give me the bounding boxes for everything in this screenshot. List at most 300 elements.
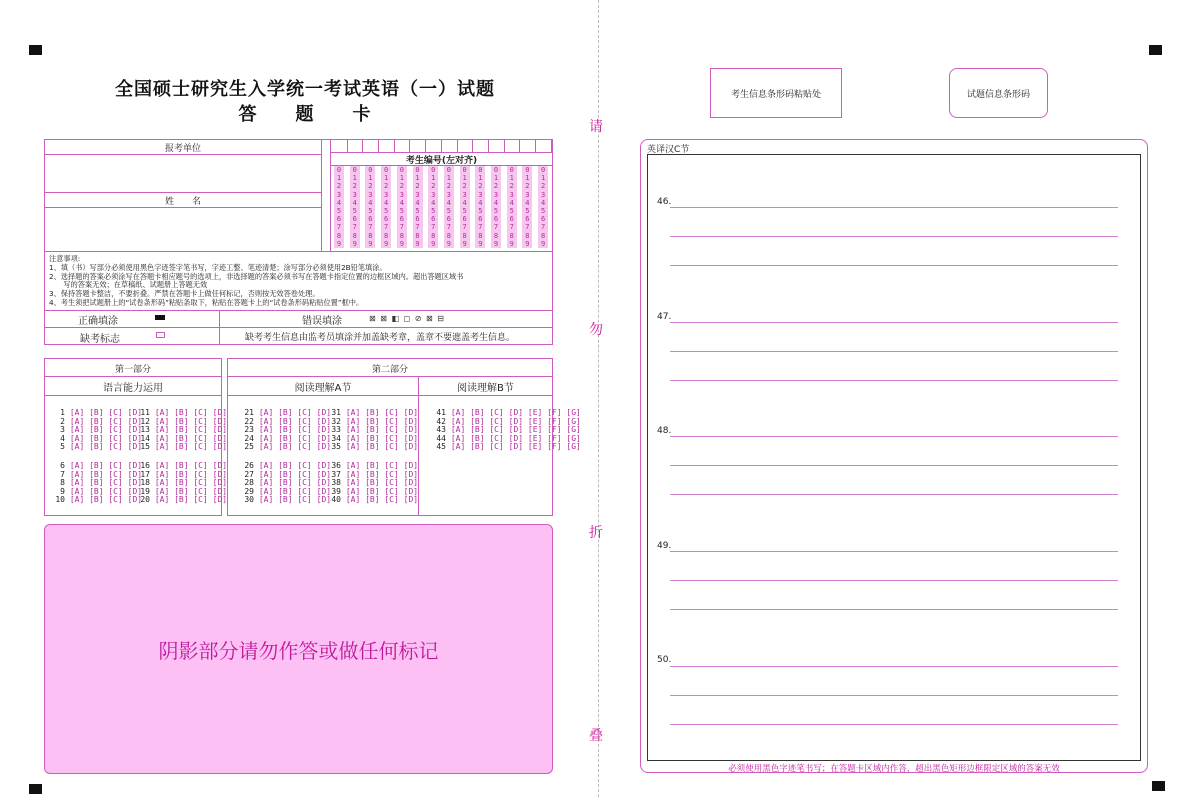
question-number: 26	[244, 461, 254, 470]
id-digit-bubble[interactable]: 1	[444, 174, 454, 182]
id-digit-bubble[interactable]: 0	[538, 166, 548, 174]
id-digit-write-box[interactable]	[379, 139, 395, 152]
notice-block	[49, 255, 549, 308]
id-digit-bubble[interactable]: 1	[397, 174, 407, 182]
id-digit-bubble[interactable]: 2	[350, 182, 360, 190]
id-digit-bubble[interactable]: 2	[334, 182, 344, 190]
answer-options[interactable]: [A] [B] [C] [D]	[154, 416, 228, 426]
id-digit-bubble[interactable]: 8	[444, 232, 454, 240]
id-digit-write-box[interactable]	[411, 139, 427, 152]
id-digit-bubble[interactable]: 6	[538, 215, 548, 223]
id-digit-bubble[interactable]: 8	[381, 232, 391, 240]
answer-options[interactable]: [A] [B] [C] [D] [E] [F] [G]	[450, 433, 581, 443]
id-digit-bubble[interactable]: 1	[538, 174, 548, 182]
answer-options[interactable]: [A] [B] [C] [D]	[345, 478, 419, 488]
unit-field[interactable]	[45, 156, 321, 192]
id-digit-write-box[interactable]	[520, 139, 536, 152]
answer-options[interactable]: [A] [B] [C] [D]	[154, 478, 228, 488]
question-number: 15	[140, 442, 150, 452]
question-number: 43	[436, 425, 446, 435]
id-digit-bubble[interactable]: 8	[365, 232, 375, 240]
id-digit-bubble[interactable]: 1	[522, 174, 532, 182]
answer-options[interactable]: [A] [B] [C] [D]	[69, 478, 143, 488]
id-digit-bubble[interactable]: 6	[413, 215, 423, 223]
question-row[interactable]	[52, 496, 142, 505]
id-digit-bubble[interactable]: 1	[475, 174, 485, 182]
id-digit-bubble[interactable]: 5	[365, 207, 375, 215]
id-digit-write-box[interactable]	[442, 139, 458, 152]
id-digit-bubble[interactable]: 5	[381, 207, 391, 215]
id-digit-bubble[interactable]: 6	[428, 215, 438, 223]
answer-line	[670, 436, 1118, 437]
id-digit-bubble[interactable]: 3	[475, 191, 485, 199]
correct-fill-label: 正确填涂	[78, 316, 118, 327]
question-number: 9	[60, 486, 65, 496]
id-digit-bubble[interactable]: 5	[507, 207, 517, 215]
id-digit-bubble[interactable]: 4	[444, 199, 454, 207]
answer-options[interactable]: [A] [B] [C] [D]	[345, 425, 419, 435]
answer-line	[670, 207, 1118, 208]
answer-options[interactable]: [A] [B] [C] [D]	[154, 461, 228, 470]
answer-options[interactable]: [A] [B] [C] [D]	[258, 408, 332, 417]
question-number: 18	[140, 478, 150, 488]
id-digit-column[interactable]	[428, 166, 438, 248]
id-digit-bubble[interactable]: 4	[397, 199, 407, 207]
id-digit-bubble[interactable]: 3	[428, 191, 438, 199]
id-digit-bubble[interactable]: 6	[460, 215, 470, 223]
id-digit-column[interactable]	[350, 166, 360, 248]
id-digit-bubble[interactable]: 4	[334, 199, 344, 207]
id-digit-bubble[interactable]: 6	[507, 215, 517, 223]
id-digit-bubble[interactable]: 9	[507, 240, 517, 248]
id-digit-bubble[interactable]: 7	[491, 223, 501, 231]
id-digit-write-box[interactable]	[348, 139, 364, 152]
id-digit-bubble[interactable]: 1	[334, 174, 344, 182]
answer-options[interactable]: [A] [B] [C] [D] [E] [F] [G]	[450, 425, 581, 435]
id-digit-column[interactable]	[491, 166, 501, 248]
id-digit-bubble[interactable]: 6	[475, 215, 485, 223]
id-digit-bubble[interactable]: 1	[413, 174, 423, 182]
id-digit-bubble[interactable]: 6	[350, 215, 360, 223]
id-digit-bubble[interactable]: 4	[491, 199, 501, 207]
id-digit-bubble[interactable]: 8	[460, 232, 470, 240]
answer-line	[670, 236, 1118, 237]
id-digit-bubble[interactable]: 4	[350, 199, 360, 207]
id-digit-bubble[interactable]: 7	[350, 223, 360, 231]
answer-options[interactable]: [A] [B] [C] [D]	[69, 469, 143, 479]
absent-checkbox[interactable]	[156, 332, 165, 338]
id-digit-column[interactable]	[538, 166, 548, 248]
id-digit-column[interactable]	[397, 166, 407, 248]
id-digit-bubble[interactable]: 7	[428, 223, 438, 231]
id-digit-bubble[interactable]: 4	[428, 199, 438, 207]
id-digit-bubble[interactable]: 1	[460, 174, 470, 182]
id-digit-column[interactable]	[413, 166, 423, 248]
id-digit-bubble[interactable]: 8	[475, 232, 485, 240]
id-digit-bubble[interactable]: 6	[522, 215, 532, 223]
corner-mark-bl	[29, 784, 42, 794]
question-number: 10	[55, 495, 65, 505]
id-digit-column[interactable]	[365, 166, 375, 248]
id-digit-bubble[interactable]: 2	[413, 182, 423, 190]
id-digit-bubble[interactable]: 7	[475, 223, 485, 231]
fold-char: 勿	[589, 322, 603, 338]
answer-options[interactable]: [A] [B] [C] [D]	[258, 425, 332, 435]
id-digit-bubble[interactable]: 1	[365, 174, 375, 182]
id-digit-bubble[interactable]: 8	[538, 232, 548, 240]
id-digit-column[interactable]	[475, 166, 485, 248]
id-digit-bubble[interactable]: 0	[334, 166, 344, 174]
question-number: 8	[60, 478, 65, 488]
question-number: 42	[436, 416, 446, 426]
question-row[interactable]	[433, 443, 581, 452]
corner-mark-tl	[29, 45, 42, 55]
answer-options[interactable]: [A] [B] [C] [D]	[258, 495, 332, 505]
id-digit-column[interactable]	[334, 166, 344, 248]
id-digit-bubble[interactable]: 9	[334, 240, 344, 248]
question-group[interactable]	[241, 409, 331, 452]
id-digit-bubble[interactable]: 3	[381, 191, 391, 199]
translation-answer-box[interactable]	[647, 154, 1141, 761]
id-digit-bubble[interactable]: 3	[365, 191, 375, 199]
answer-options[interactable]: [A] [B] [C] [D]	[258, 478, 332, 488]
question-number: 31	[331, 408, 341, 417]
answer-options[interactable]: [A] [B] [C] [D]	[345, 461, 419, 470]
id-digit-bubble[interactable]: 9	[413, 240, 423, 248]
id-digit-bubble[interactable]: 6	[397, 215, 407, 223]
question-row[interactable]	[137, 443, 227, 452]
id-digit-bubble[interactable]: 0	[381, 166, 391, 174]
reading-a-header: 阅读理解A节	[294, 383, 352, 394]
question-number: 37	[331, 469, 341, 479]
answer-line	[670, 666, 1118, 667]
id-digit-bubble[interactable]: 6	[365, 215, 375, 223]
fold-char: 折	[589, 525, 603, 541]
id-digit-bubble[interactable]: 0	[444, 166, 454, 174]
answer-options[interactable]: [A] [B] [C] [D]	[69, 433, 143, 443]
shaded-no-answer-area	[44, 524, 553, 774]
page-title: 全国硕士研究生入学统一考试英语（一）试题	[115, 79, 495, 100]
id-digit-bubble[interactable]: 3	[350, 191, 360, 199]
answer-options[interactable]: [A] [B] [C] [D]	[345, 442, 419, 452]
id-digit-bubble[interactable]: 6	[491, 215, 501, 223]
id-digit-bubble[interactable]: 9	[365, 240, 375, 248]
id-digit-bubble[interactable]: 2	[475, 182, 485, 190]
id-digit-bubble[interactable]: 7	[381, 223, 391, 231]
candidate-barcode-box: 考生信息条形码粘贴处	[710, 68, 842, 118]
id-digit-bubble[interactable]: 5	[491, 207, 501, 215]
answer-options[interactable]: [A] [B] [C] [D]	[345, 495, 419, 505]
id-digit-bubble[interactable]: 7	[397, 223, 407, 231]
id-digit-bubble[interactable]: 0	[428, 166, 438, 174]
id-digit-write-box[interactable]	[332, 139, 348, 152]
answer-options[interactable]: [A] [B] [C] [D]	[154, 433, 228, 443]
answer-options[interactable]: [A] [B] [C] [D]	[258, 486, 332, 496]
id-digit-bubble[interactable]: 8	[334, 232, 344, 240]
question-number: 40	[331, 495, 341, 505]
id-digit-bubble[interactable]: 2	[365, 182, 375, 190]
id-digit-bubble[interactable]: 9	[428, 240, 438, 248]
question-group[interactable]	[137, 462, 227, 505]
question-number: 32	[331, 416, 341, 426]
question-number: 44	[436, 433, 446, 443]
id-digit-column[interactable]	[444, 166, 454, 248]
answer-options[interactable]: [A] [B] [C] [D]	[69, 486, 143, 496]
id-digit-bubble[interactable]: 5	[350, 207, 360, 215]
answer-options[interactable]: [A] [B] [C] [D]	[154, 486, 228, 496]
answer-options[interactable]: [A] [B] [C] [D] [E] [F] [G]	[450, 442, 581, 452]
question-number: 6	[60, 461, 65, 470]
id-digit-bubble[interactable]: 7	[365, 223, 375, 231]
id-digit-bubble[interactable]: 4	[460, 199, 470, 207]
answer-options[interactable]: [A] [B] [C] [D]	[258, 469, 332, 479]
id-digit-bubble[interactable]: 0	[491, 166, 501, 174]
question-number: 22	[244, 416, 254, 426]
id-digit-bubble[interactable]: 2	[491, 182, 501, 190]
id-digit-bubble[interactable]: 5	[538, 207, 548, 215]
question-row[interactable]	[328, 496, 418, 505]
id-digit-bubble[interactable]: 9	[444, 240, 454, 248]
corner-mark-tr	[1149, 45, 1162, 55]
answer-options[interactable]: [A] [B] [C] [D]	[69, 461, 143, 470]
id-digit-bubble[interactable]: 9	[491, 240, 501, 248]
id-digit-bubble[interactable]: 6	[381, 215, 391, 223]
answer-line	[670, 609, 1118, 610]
id-digit-bubble[interactable]: 5	[444, 207, 454, 215]
id-digit-column[interactable]	[460, 166, 470, 248]
id-digit-bubble[interactable]: 9	[381, 240, 391, 248]
id-digit-column[interactable]	[522, 166, 532, 248]
id-digit-bubble[interactable]: 5	[334, 207, 344, 215]
id-digit-write-box[interactable]	[505, 139, 521, 152]
id-digit-bubble[interactable]: 1	[350, 174, 360, 182]
id-digit-bubble[interactable]: 5	[397, 207, 407, 215]
answer-options[interactable]: [A] [B] [C] [D] [E] [F] [G]	[450, 408, 581, 417]
id-digit-write-box[interactable]	[458, 139, 474, 152]
id-digit-bubble[interactable]: 1	[507, 174, 517, 182]
id-digit-bubble[interactable]: 7	[460, 223, 470, 231]
question-group[interactable]	[433, 409, 581, 452]
id-digit-bubble[interactable]: 4	[413, 199, 423, 207]
answer-options[interactable]: [A] [B] [C] [D]	[69, 442, 143, 452]
answer-options[interactable]: [A] [B] [C] [D]	[154, 425, 228, 435]
question-row[interactable]	[241, 496, 331, 505]
id-digit-bubble[interactable]: 9	[538, 240, 548, 248]
name-label: 姓 名	[45, 192, 321, 208]
answer-options[interactable]: [A] [B] [C] [D]	[154, 442, 228, 452]
notice-item: 1、填（书）写部分必须使用黑色字迹签字笔书写，字迹工整、笔迹清楚；涂写部分必须使用2B铅笔填涂。	[49, 262, 387, 272]
id-digit-bubble[interactable]: 2	[381, 182, 391, 190]
id-digit-bubble[interactable]: 4	[365, 199, 375, 207]
answer-line	[670, 265, 1118, 266]
id-digit-write-box[interactable]	[536, 139, 552, 152]
answer-options[interactable]: [A] [B] [C] [D]	[345, 416, 419, 426]
absent-note: 缺考考生信息由监考员填涂并加盖缺考章，盖章不要遮盖考生信息。	[245, 333, 516, 343]
id-digit-bubble[interactable]: 7	[522, 223, 532, 231]
answer-options[interactable]: [A] [B] [C] [D]	[154, 469, 228, 479]
id-digit-bubble[interactable]: 8	[413, 232, 423, 240]
notice-item: 3、保持答题卡整洁，不要折叠。严禁在答题卡上做任何标记，否则按无效答卷处理。	[49, 289, 320, 299]
id-digit-bubble[interactable]: 2	[507, 182, 517, 190]
id-digit-bubble[interactable]: 8	[428, 232, 438, 240]
answer-options[interactable]: [A] [B] [C] [D] [E] [F] [G]	[450, 416, 581, 426]
id-digit-write-box[interactable]	[473, 139, 489, 152]
id-digit-write-box[interactable]	[489, 139, 505, 152]
question-number: 45	[436, 442, 446, 452]
id-digit-write-box[interactable]	[363, 139, 379, 152]
question-number: 34	[331, 433, 341, 443]
id-digit-bubble[interactable]: 4	[475, 199, 485, 207]
id-digit-bubble[interactable]: 3	[538, 191, 548, 199]
question-number: 19	[140, 486, 150, 496]
answer-options[interactable]: [A] [B] [C] [D]	[345, 408, 419, 417]
id-digit-bubble[interactable]: 3	[444, 191, 454, 199]
question-number: 50.	[657, 655, 672, 665]
id-digit-bubble[interactable]: 0	[397, 166, 407, 174]
id-digit-bubble[interactable]: 0	[522, 166, 532, 174]
id-digit-bubble[interactable]: 2	[460, 182, 470, 190]
answer-options[interactable]: [A] [B] [C] [D]	[345, 486, 419, 496]
id-digit-bubble[interactable]: 7	[507, 223, 517, 231]
answer-options[interactable]: [A] [B] [C] [D]	[258, 416, 332, 426]
id-digit-bubble[interactable]: 7	[334, 223, 344, 231]
answer-line	[670, 580, 1118, 581]
answer-options[interactable]: [A] [B] [C] [D]	[258, 433, 332, 443]
answer-options[interactable]: [A] [B] [C] [D]	[154, 495, 228, 505]
id-digit-bubble[interactable]: 3	[491, 191, 501, 199]
question-number: 17	[140, 469, 150, 479]
id-digit-bubble[interactable]: 5	[428, 207, 438, 215]
answer-options[interactable]: [A] [B] [C] [D]	[69, 416, 143, 426]
id-digit-bubble[interactable]: 3	[522, 191, 532, 199]
question-group[interactable]	[328, 462, 418, 505]
question-number: 5	[60, 442, 65, 452]
answer-options[interactable]: [A] [B] [C] [D]	[69, 495, 143, 505]
id-digit-column[interactable]	[507, 166, 517, 248]
question-number: 1	[60, 408, 65, 417]
answer-line	[670, 380, 1118, 381]
question-number: 46.	[657, 197, 672, 207]
id-digit-bubble[interactable]: 0	[460, 166, 470, 174]
id-digit-bubble[interactable]: 0	[413, 166, 423, 174]
id-digit-bubble[interactable]: 6	[444, 215, 454, 223]
name-field[interactable]	[45, 209, 321, 251]
id-digit-bubble[interactable]: 9	[522, 240, 532, 248]
question-row[interactable]	[137, 496, 227, 505]
id-digit-bubble[interactable]: 1	[428, 174, 438, 182]
id-digit-bubble[interactable]: 0	[507, 166, 517, 174]
id-digit-bubble[interactable]: 8	[522, 232, 532, 240]
id-digit-bubble[interactable]: 8	[491, 232, 501, 240]
id-digit-bubble[interactable]: 5	[475, 207, 485, 215]
question-row[interactable]	[52, 443, 142, 452]
id-digit-bubble[interactable]: 1	[491, 174, 501, 182]
id-digit-bubble[interactable]: 2	[444, 182, 454, 190]
id-digit-bubble[interactable]: 0	[365, 166, 375, 174]
id-digit-bubble[interactable]: 9	[397, 240, 407, 248]
answer-line	[670, 465, 1118, 466]
answer-options[interactable]: [A] [B] [C] [D]	[69, 425, 143, 435]
question-number: 13	[140, 425, 150, 435]
id-digit-bubble[interactable]: 7	[444, 223, 454, 231]
answer-options[interactable]: [A] [B] [C] [D]	[345, 433, 419, 443]
paper-barcode-box: 试题信息条形码	[949, 68, 1048, 118]
id-digit-bubble[interactable]: 4	[538, 199, 548, 207]
part1-subheader: 语言能力运用	[103, 383, 163, 394]
answer-options[interactable]: [A] [B] [C] [D]	[69, 408, 143, 417]
answer-line	[670, 322, 1118, 323]
question-number: 14	[140, 433, 150, 443]
unit-label: 报考单位	[45, 140, 321, 155]
id-digit-bubble[interactable]: 3	[334, 191, 344, 199]
id-digit-bubble[interactable]: 1	[381, 174, 391, 182]
question-group[interactable]	[137, 409, 227, 452]
id-digit-bubble[interactable]: 7	[538, 223, 548, 231]
id-digit-bubble[interactable]: 0	[350, 166, 360, 174]
answer-options[interactable]: [A] [B] [C] [D]	[345, 469, 419, 479]
id-digit-bubble[interactable]: 5	[413, 207, 423, 215]
question-group[interactable]	[52, 409, 142, 452]
id-digit-bubble[interactable]: 5	[522, 207, 532, 215]
id-digit-bubble[interactable]: 3	[413, 191, 423, 199]
question-row[interactable]	[241, 443, 331, 452]
fold-char: 叠	[589, 728, 603, 744]
question-number: 7	[60, 469, 65, 479]
question-number: 27	[244, 469, 254, 479]
answer-options[interactable]: [A] [B] [C] [D]	[154, 408, 228, 417]
id-digit-bubble[interactable]: 8	[507, 232, 517, 240]
question-group[interactable]	[241, 462, 331, 505]
id-digit-bubble[interactable]: 2	[397, 182, 407, 190]
id-digit-bubble[interactable]: 8	[350, 232, 360, 240]
id-digit-bubble[interactable]: 4	[381, 199, 391, 207]
id-digit-bubble[interactable]: 3	[507, 191, 517, 199]
id-digit-column[interactable]	[381, 166, 391, 248]
question-number: 12	[140, 416, 150, 426]
id-digit-write-box[interactable]	[395, 139, 411, 152]
fold-char: 请	[589, 119, 603, 135]
id-digit-bubble[interactable]: 2	[428, 182, 438, 190]
question-row[interactable]	[328, 443, 418, 452]
id-digit-bubble[interactable]: 3	[460, 191, 470, 199]
question-number: 47.	[657, 312, 672, 322]
id-digit-bubble[interactable]: 3	[397, 191, 407, 199]
id-digit-write-box[interactable]	[426, 139, 442, 152]
id-digit-bubble[interactable]: 9	[460, 240, 470, 248]
id-digit-bubble[interactable]: 6	[334, 215, 344, 223]
id-digit-bubble[interactable]: 2	[522, 182, 532, 190]
answer-options[interactable]: [A] [B] [C] [D]	[258, 461, 332, 470]
answer-line	[670, 551, 1118, 552]
question-number: 28	[244, 478, 254, 488]
notice-item: 写的答案无效；在草稿纸、试题册上答题无效	[49, 280, 208, 290]
notice-item: 4、考生须把试题册上的“试卷条形码”粘贴条取下，粘贴在答题卡上的“试卷条形码粘贴位置”框中。	[49, 297, 364, 307]
question-number: 39	[331, 486, 341, 496]
id-digit-bubble[interactable]: 8	[397, 232, 407, 240]
id-digit-bubble[interactable]: 9	[475, 240, 485, 248]
question-group[interactable]	[328, 409, 418, 452]
id-digit-bubble[interactable]: 2	[538, 182, 548, 190]
id-digit-bubble[interactable]: 0	[475, 166, 485, 174]
id-digit-bubble[interactable]: 4	[522, 199, 532, 207]
page-subtitle: 答 题 卡	[238, 104, 372, 125]
id-digit-bubble[interactable]: 9	[350, 240, 360, 248]
id-digit-bubble[interactable]: 7	[413, 223, 423, 231]
id-digit-bubble[interactable]: 5	[460, 207, 470, 215]
answer-options[interactable]: [A] [B] [C] [D]	[258, 442, 332, 452]
question-group[interactable]	[52, 462, 142, 505]
id-digit-bubble[interactable]: 4	[507, 199, 517, 207]
